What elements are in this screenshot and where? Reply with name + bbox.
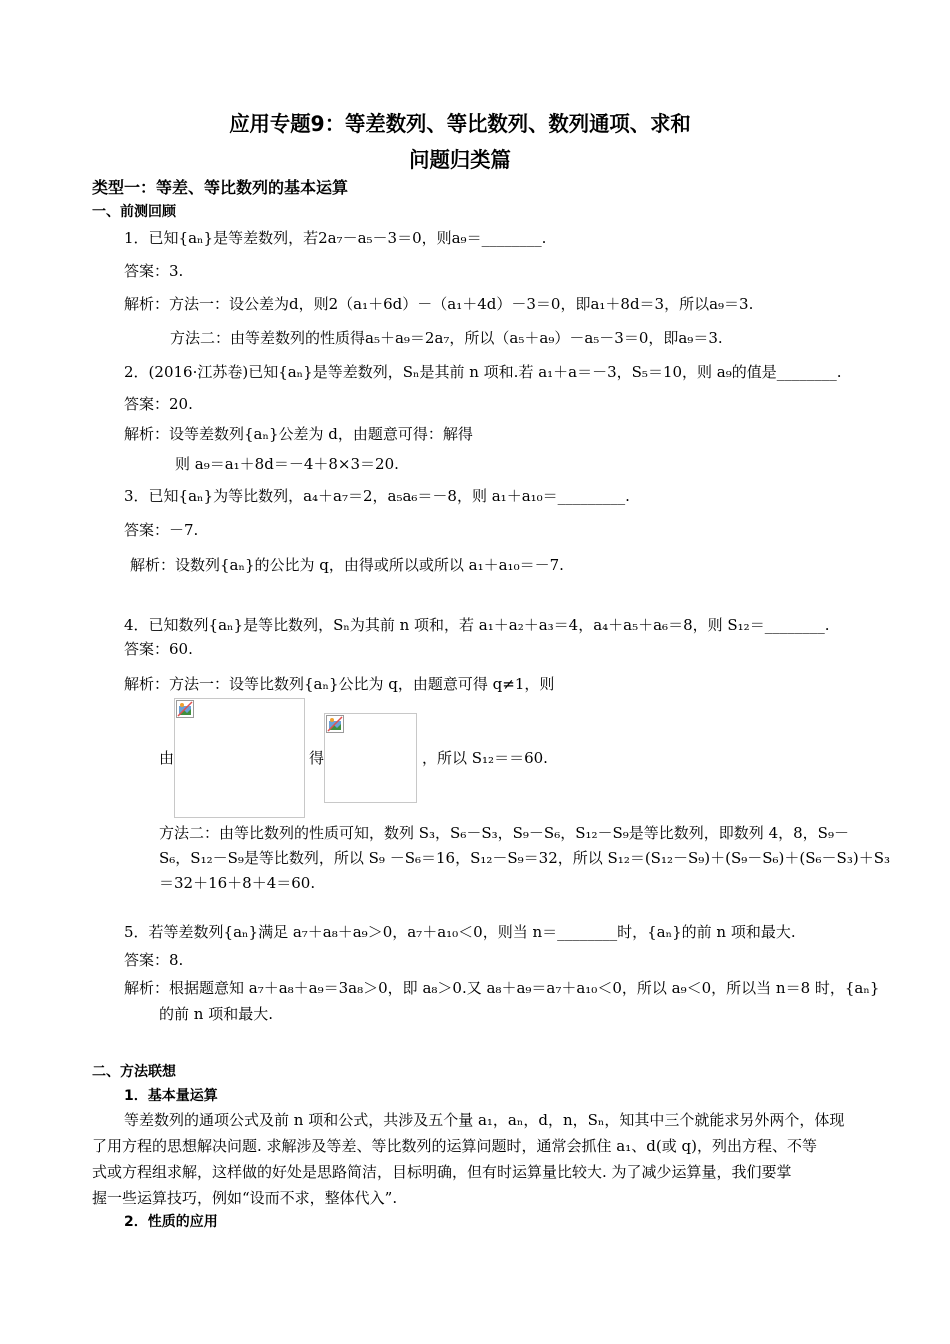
formula-image-1 [174, 698, 305, 818]
answer-1: 答案：3. [124, 262, 184, 280]
answer-4: 答案：60. [124, 640, 193, 658]
paragraph-line-4: 握一些运算技巧，例如“设而不求，整体代入”. [92, 1189, 398, 1207]
solution-5-line-2: 的前 n 项和最大. [159, 1005, 273, 1023]
question-1: 1．已知{aₙ}是等差数列，若2a₇－a₅－3＝0，则a₉＝________. [124, 229, 547, 247]
solution-5-line-1: 解析：根据题意知 a₇＋a₈＋a₉＝3a₈＞0，即 a₈＞0.又 a₈＋a₉＝a₇＋a₁₀＜0，所以 a₉＜0，所以当 n＝8 时，{aₙ} [124, 979, 880, 997]
paragraph-line-1: 等差数列的通项公式及前 n 项和公式，共涉及五个量 a₁，aₙ，d，n，Sₙ，知其中三个就能求另外两个，体现 [124, 1111, 845, 1129]
broken-image-icon [176, 700, 194, 718]
solution-4-method-2-line-1: 方法二：由等比数列的性质可知，数列 S₃，S₆－S₃，S₉－S₆，S₁₂－S₉是等比数列，即数列 4，8，S₉－ [159, 824, 849, 842]
paragraph-line-3: 式或方程组求解，这样做的好处是思路简洁，目标明确，但有时运算量比较大. 为了减少运算量，我们要掌 [92, 1163, 792, 1181]
title-line-2: 问题归类篇 [409, 148, 511, 172]
solution-2-line-1: 解析：设等差数列{aₙ}公差为 d，由题意可得：解得 [124, 425, 473, 443]
broken-image-icon [326, 715, 344, 733]
title-line-1: 应用专题9：等差数列、等比数列、数列通项、求和 [229, 112, 691, 136]
question-2: 2．(2016·江苏卷)已知{aₙ}是等差数列，Sₙ是其前 n 项和.若 a₁＋a＝－3，S₅＝10，则 a₉的值是________. [124, 363, 842, 381]
section-heading-type1: 类型一：等差、等比数列的基本运算 [92, 178, 349, 197]
solution-3: 解析：设数列{aₙ}的公比为 q，由得或所以或所以 a₁＋a₁₀＝－7. [130, 556, 564, 574]
subheading-review: 一、前测回顾 [92, 204, 176, 220]
paragraph-line-2: 了用方程的思想解决问题. 求解涉及等差、等比数列的运算问题时，通常会抓住 a₁、d(或 q)，列出方程、不等 [92, 1137, 817, 1155]
subheading-basic-operations: 1．基本量运算 [124, 1088, 218, 1104]
subheading-properties: 2．性质的应用 [124, 1214, 218, 1230]
question-4: 4．已知数列{aₙ}是等比数列，Sₙ为其前 n 项和，若 a₁＋a₂＋a₃＝4，a₄＋a₅＋a₆＝8，则 S₁₂＝________. [124, 616, 830, 634]
solution-4-method-2-line-2: S₆，S₁₂－S₉是等比数列，所以 S₉ －S₆＝16，S₁₂－S₉＝32，所以 S₁₂＝(S₁₂－S₉)＋(S₉－S₆)＋(S₆－S₃)＋S₃ [159, 849, 890, 867]
answer-2: 答案：20. [124, 395, 193, 413]
solution-2-line-2: 则 a₉＝a₁＋8d＝－4＋8×3＝20. [175, 455, 399, 473]
question-5: 5．若等差数列{aₙ}满足 a₇＋a₈＋a₉＞0，a₇＋a₁₀＜0，则当 n＝________时，{aₙ}的前 n 项和最大. [124, 923, 796, 941]
solution-4-method-1: 解析：方法一：设等比数列{aₙ}公比为 q，由题意可得 q≠1，则 [124, 675, 555, 693]
solution-4-method-2-line-3: ＝32＋16＋8＋4＝60. [159, 874, 316, 892]
formula-image-2 [324, 713, 417, 803]
answer-5: 答案：8. [124, 951, 184, 969]
section-heading-methods: 二、方法联想 [92, 1064, 176, 1080]
answer-3: 答案：－7. [124, 521, 199, 539]
solution-1-method-2: 方法二：由等差数列的性质得a₅＋a₉＝2a₇，所以（a₅＋a₉）－a₅－3＝0，即a₉＝3. [170, 329, 723, 347]
question-3: 3．已知{aₙ}为等比数列，a₄＋a₇＝2，a₅a₆＝－8，则 a₁＋a₁₀＝_________. [124, 487, 630, 505]
solution-4-de: 得 [309, 749, 325, 767]
solution-4-result: ，所以 S₁₂＝＝60. [422, 749, 548, 767]
solution-4-you: 由 [159, 749, 175, 767]
solution-1-method-1: 解析：方法一：设公差为d，则2（a₁＋6d）－（a₁＋4d）－3＝0，即a₁＋8d＝3，所以a₉＝3. [124, 295, 754, 313]
